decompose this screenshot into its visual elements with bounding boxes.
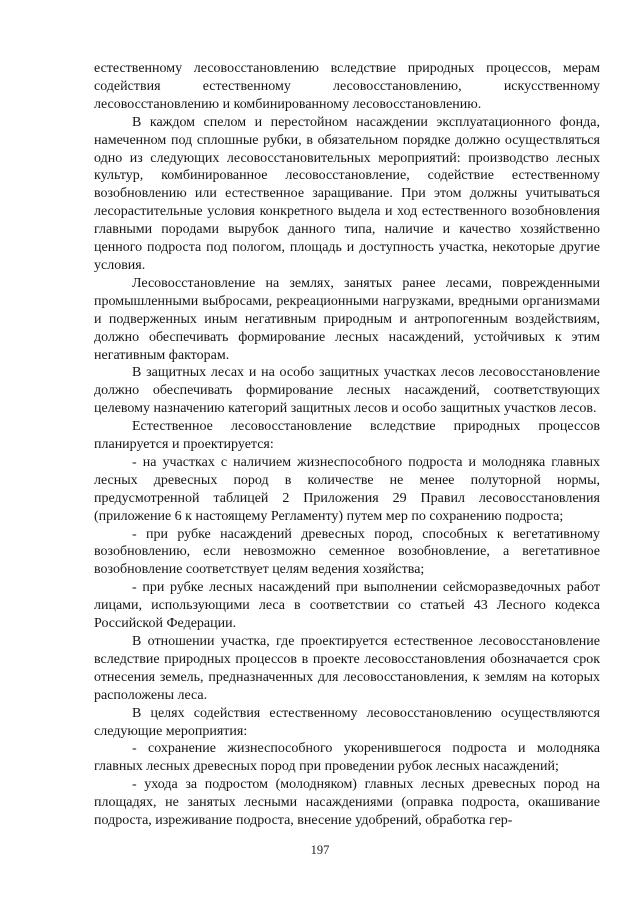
list-item: - на участках с наличием жизнеспособного подроста и молодняка главных лесных древесных пород в количестве не менее полуторной нормы, предусмотренной таблицей 2 Приложения 29 Правил лесовосстановления (приложение 6 к настоящему Регламенту) путем мер по сохранению подроста;	[94, 454, 600, 524]
paragraph: В целях содействия естественному лесовосстановлению осуществляются следующие мероприятия:	[94, 705, 600, 739]
paragraph-continuation: естественному лесовосстановлению вследствие природных процессов, мерам содействия естественному лесовосстановлению, искусственному лесовосстановлению и комбинированному лесовосстановлению.	[94, 61, 600, 112]
paragraph: В каждом спелом и перестойном насаждении эксплуатационного фонда, намеченном под сплошные рубки, в обязательном порядке должно осуществляться одно из следующих лесовосстановительных мероприятий: производство лесных культур, комбинированное лесовосстановление, содействие естественному возобновлению или естественное заращивание. При этом должны учитываться лесорастительные условия конкретного выдела и ход естественного возобновления главными породами вырубок данного типа, наличие и качество хозяйственно ценного подроста под пологом, площадь и доступность участка, некоторые другие условия.	[94, 114, 600, 273]
page-number: 197	[310, 843, 330, 857]
document-body	[94, 60, 600, 830]
paragraph: В отношении участка, где проектируется естественное лесовосстановление вследствие природных процессов в проекте лесовосстановления обозначается срок отнесения земель, предназначенных для лесовосстановления, к землям на которых расположены леса.	[94, 634, 600, 703]
list-item: - при рубке лесных насаждений при выполнении сейсморазведочных работ лицами, использующими леса в соответствии со статьей 43 Лесного кодекса Российской Федерации.	[94, 580, 600, 632]
list-item: - сохранение жизнеспособного укоренившегося подроста и молодняка главных лесных древесных пород при проведении рубок лесных насаждений;	[94, 741, 600, 775]
paragraph: Лесовосстановление на землях, занятых ранее лесами, поврежденными промышленными выбросами, рекреационными нагрузками, вредными организмами и подверженных иным негативным природным и антропогенным воздействиям, должно обеспечивать формирование лесных насаждений, устойчивых к этим негативным факторам.	[94, 275, 600, 363]
list-item: - при рубке насаждений древесных пород, способных к вегетативному возобновлению, если невозможно семенное возобновление, а вегетативное возобновление соответствует целям ведения хозяйства;	[94, 526, 600, 578]
list-item: - ухода за подростом (молодняком) главных лесных древесных пород на площадях, не занятых лесными насаждениями (оправка подроста, окашивание подроста, изреживание подроста, внесение удобрений, обработка гер-	[94, 777, 600, 829]
paragraph: В защитных лесах и на особо защитных участках лесов лесовосстановление должно обеспечивать формирование лесных насаждений, соответствующих целевому назначению категорий защитных лесов и особо защитных участков лесов.	[94, 365, 600, 417]
paragraph: Естественное лесовосстановление вследствие природных процессов планируется и проектируется:	[94, 419, 600, 453]
